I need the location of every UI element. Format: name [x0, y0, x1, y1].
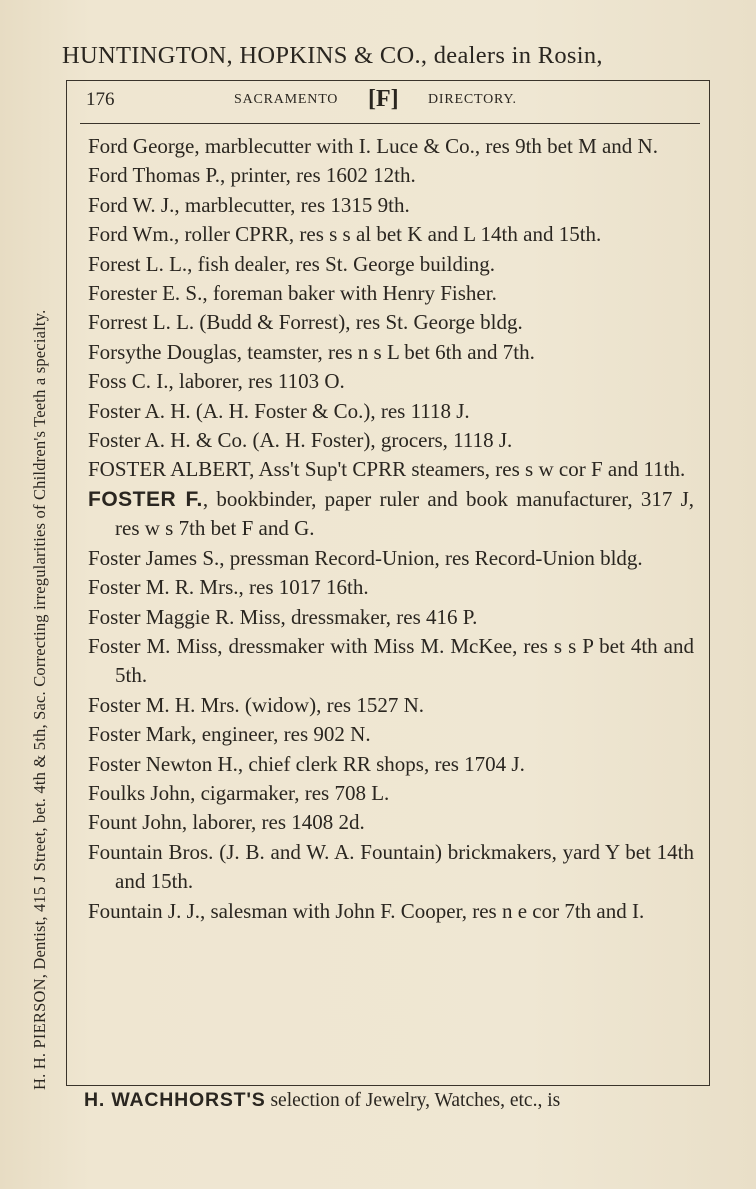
list-item: Foss C. I., laborer, res 1103 O. [88, 369, 345, 394]
list-item: Ford W. J., marblecutter, res 1315 9th. [88, 192, 410, 217]
directory-entries [88, 132, 694, 926]
side-advertisement-banner: H. H. PIERSON, Dentist, 415 J Street, bet. 4th & 5th, Sac. Correcting irregularities of Children's Teeth a specialty. [30, 309, 49, 1090]
list-item: Forsythe Douglas, teamster, res n s L bet 6th and 7th. [88, 339, 535, 364]
list-item: FOSTER ALBERT, Ass't Sup't CPRR steamers, res s w cor F and 11th. [88, 457, 686, 482]
list-item: Foster M. R. Mrs., res 1017 16th. [88, 575, 369, 600]
list-item: Ford Thomas P., printer, res 1602 12th. [88, 163, 416, 188]
list-item: Foster James S., pressman Record-Union, res Record-Union bldg. [88, 545, 643, 570]
list-item: Forest L. L., fish dealer, res St. George building. [88, 251, 496, 276]
list-item: Foster M. Miss, dressmaker with Miss M. McKee, res s s P bet 4th and 5th. [88, 633, 694, 688]
list-item: FOSTER F., bookbinder, paper ruler and book manufacturer, 317 J, res w s 7th bet F and G. [88, 486, 694, 541]
list-item: Foulks John, cigarmaker, res 708 L. [88, 780, 390, 805]
list-item: Foster Newton H., chief clerk RR shops, res 1704 J. [88, 751, 525, 776]
page-number: 176 [86, 89, 115, 110]
running-header [86, 86, 700, 118]
bottom-banner-text: selection of Jewelry, Watches, etc., is [265, 1090, 561, 1111]
list-item: Foster Mark, engineer, res 902 N. [88, 722, 371, 747]
list-item: Foster A. H. (A. H. Foster & Co.), res 1118 J. [88, 398, 470, 423]
list-item: Fountain Bros. (J. B. and W. A. Fountain) brickmakers, yard Y bet 14th and 15th. [88, 839, 694, 894]
list-item: Fount John, laborer, res 1408 2d. [88, 810, 365, 835]
list-item: Fountain J. J., salesman with John F. Cooper, res n e cor 7th and I. [88, 898, 645, 923]
header-city: SACRAMENTO [234, 92, 339, 107]
header-rule [80, 123, 700, 124]
top-advertisement-banner: HUNTINGTON, HOPKINS & CO., dealers in Rosin, [62, 42, 603, 69]
list-item: Foster M. H. Mrs. (widow), res 1527 N. [88, 692, 424, 717]
list-item: Forrest L. L. (Budd & Forrest), res St. George bldg. [88, 310, 523, 335]
header-letter: [F] [368, 86, 399, 112]
list-item: Ford George, marblecutter with I. Luce & Co., res 9th bet M and N. [88, 134, 658, 158]
header-section: DIRECTORY. [428, 92, 517, 107]
list-item: Foster Maggie R. Miss, dressmaker, res 416 P. [88, 604, 478, 629]
list-item: Foster A. H. & Co. (A. H. Foster), grocers, 1118 J. [88, 428, 513, 453]
list-item: Ford Wm., roller CPRR, res s s al bet K and L 14th and 15th. [88, 222, 602, 247]
bottom-banner-name: H. WACHHORST'S [84, 1089, 266, 1111]
list-item: Forester E. S., foreman baker with Henry Fisher. [88, 281, 497, 306]
bottom-advertisement-banner [84, 1089, 704, 1112]
